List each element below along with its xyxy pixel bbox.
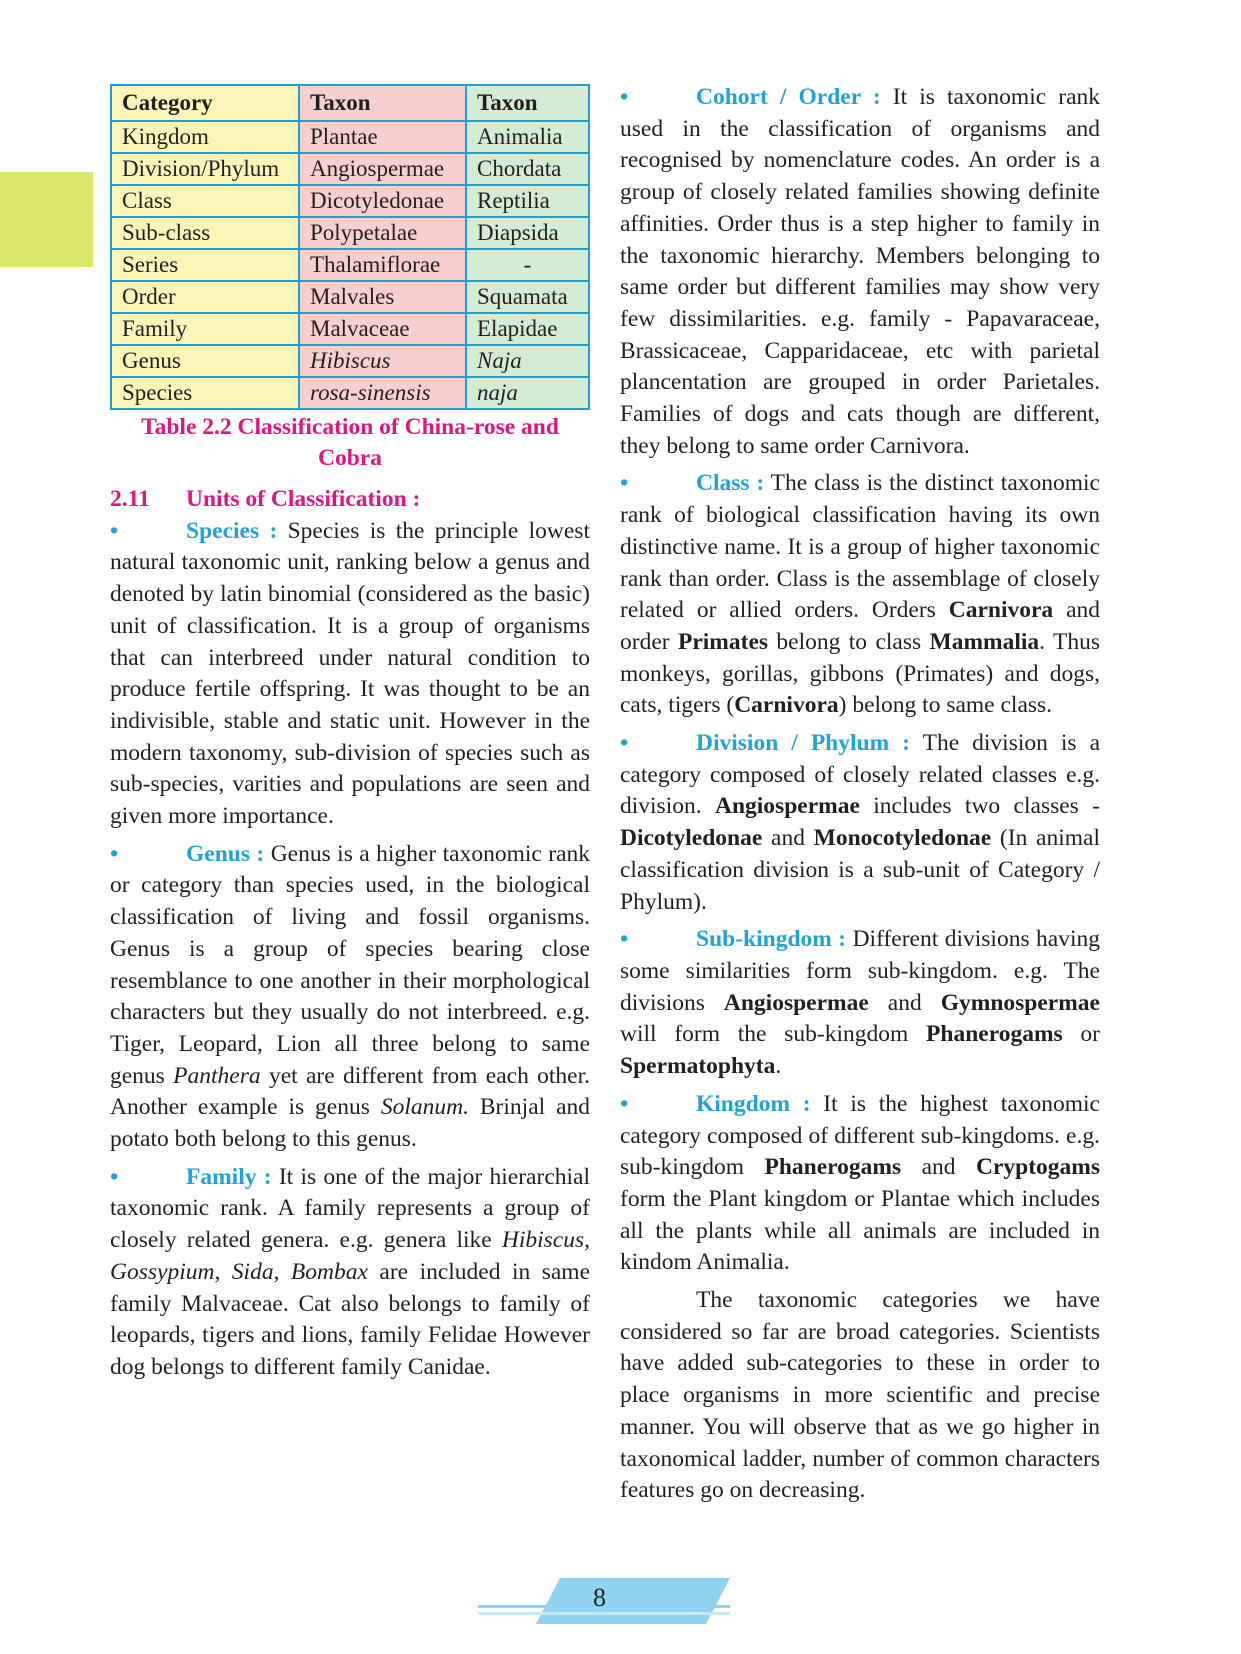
class-bold: Carnivora: [948, 597, 1054, 624]
section-number: 2.11: [110, 486, 150, 512]
table-header-cell: Category: [111, 85, 299, 121]
table-cell: [466, 345, 589, 377]
table-cell: Sub-class: [111, 217, 299, 249]
table-cell: Dicotyledonae: [299, 185, 466, 217]
table-cell: -: [466, 249, 589, 281]
right-column: [620, 82, 1100, 1507]
subkingdom-bold: Phanerogams: [926, 1021, 1063, 1048]
closing-text: The taxonomic categories we have considered so far are broad categories. Scientists have added sub-categories to these in order to place organisms in more scientific and precise manner. You will observe that as we go higher in taxonomical ladder, number of common characters features go on decreasing.: [620, 1287, 1100, 1504]
bullet-icon: •: [110, 517, 119, 544]
table-cell: Chordata: [466, 153, 589, 185]
section-title: Units of Classification :: [186, 486, 421, 512]
bullet-icon: •: [110, 1163, 119, 1190]
table-cell: Malvales: [299, 281, 466, 313]
kingdom-text: and: [901, 1154, 976, 1181]
class-text: and order: [620, 597, 1100, 655]
family-text: are included in same family Malvaceae. Cat also belongs to family of leopards, tigers and lions, family Felidae However dog belongs to different family Canidae.: [110, 1258, 591, 1380]
table-cell: Animalia: [466, 121, 589, 153]
term-species: Species :: [186, 517, 278, 544]
table-cell-italic: Naja: [477, 348, 522, 373]
division-text: includes two classes -: [859, 793, 1100, 820]
class-text: ) belong to same class.: [838, 692, 1053, 719]
table-cell: [299, 377, 466, 409]
species-text: Species is the principle lowest natural taxonomic unit, ranking below a genus and denoted by latin binomial (considered as the basic) unit of classification. It is a group of organisms that can interbreed under natural condition to produce fertile offspring. It was thought to be an indivisible, stable and static unit. However in the modern taxonomy, sub-division of species such as sub-species, varities and populations are seen and given more importance.: [110, 517, 590, 830]
table-cell: Genus: [111, 345, 299, 377]
term-division: Division / Phylum :: [696, 730, 911, 757]
division-bold: Angiospermae: [714, 793, 860, 820]
division-text: and: [762, 825, 814, 852]
bullet-icon: •: [620, 926, 629, 953]
table-caption-line2: Cobra: [318, 445, 382, 471]
kingdom-text: form the Plant kingdom or Plantae which includes all the plants while all animals are included in kindom Animalia.: [620, 1185, 1100, 1276]
paragraph-family: [110, 1162, 590, 1384]
table-cell-italic: rosa-sinensis: [310, 380, 431, 405]
bullet-icon: •: [620, 470, 629, 497]
genus-text: yet are different from each other. Another example is genus: [110, 1062, 591, 1121]
classification-table: [110, 84, 590, 410]
table-cell-italic: Hibiscus: [310, 348, 391, 373]
genus-text: Genus is a higher taxonomic rank or category than species used, in the biological classification of living and fossil organisms. Genus is a group of species bearing close resemblance to one another in their morphological characters but they usually do not interbreed. e.g. Tiger, Leopard, Lion all three belong to same genus: [110, 840, 591, 1089]
chapter-side-tab: [0, 172, 93, 267]
genus-italic-panthera: Panthera: [173, 1062, 261, 1089]
paragraph-division: [620, 728, 1100, 918]
table-cell: Thalamiflorae: [299, 249, 466, 281]
class-bold: Carnivora: [734, 692, 839, 719]
table-row: [111, 121, 589, 153]
bullet-icon: •: [620, 84, 629, 110]
table-cell: Squamata: [466, 281, 589, 313]
table-cell: Plantae: [299, 121, 466, 153]
table-row: [111, 249, 589, 281]
table-header-cell: Taxon: [466, 85, 589, 121]
class-bold: Mammalia: [929, 628, 1040, 655]
table-row: [111, 377, 589, 409]
division-text: (In animal classification division is a sub-unit of Category / Phylum).: [620, 825, 1100, 915]
table-cell: Elapidae: [466, 313, 589, 345]
family-text: It is one of the major hierarchial taxonomic rank. A family represents a group of closely related genera. e.g. genera like: [110, 1163, 590, 1254]
table-header-cell: Taxon: [299, 85, 466, 121]
term-order: Cohort / Order :: [696, 84, 881, 110]
table-cell: Angiospermae: [299, 153, 466, 185]
division-bold: Monocotyledonae: [813, 825, 992, 852]
table-cell: Diapsida: [466, 217, 589, 249]
table-row: [111, 217, 589, 249]
paragraph-genus: [110, 839, 590, 1156]
division-text: The division is a category composed of closely related classes e.g. division.: [620, 730, 1100, 820]
table-header-row: [111, 85, 589, 121]
class-text: belong to class: [768, 628, 930, 655]
term-family: Family :: [186, 1163, 272, 1190]
kingdom-bold: Cryptogams: [975, 1154, 1100, 1181]
subkingdom-bold: Angiospermae: [723, 989, 869, 1016]
term-subkingdom: Sub-kingdom :: [696, 926, 847, 953]
kingdom-bold: Phanerogams: [764, 1154, 902, 1181]
paragraph-class: [620, 468, 1100, 722]
table-cell: Division/Phylum: [111, 153, 299, 185]
subkingdom-text: or: [1062, 1021, 1101, 1048]
table-cell: Malvaceae: [299, 313, 466, 345]
paragraph-order: [620, 82, 1100, 462]
order-text: It is taxonomic rank used in the classification of organisms and recognised by nomenclature codes. An order is a group of closely related families showing definite affinities. Order thus is a step higher to family in the taxonomic hierarchy. Members belonging to same order but different families may show very few dissimilarities. e.g. family - Papavaraceae, Brassicaceae, Capparidaceae, etc with parietal plancentation are grouped in order Parietales. Families of dogs and cats though are different, they belong to same order Carnivora.: [620, 84, 1101, 459]
section-heading: [110, 484, 590, 516]
subkingdom-bold: Spermatophyta: [620, 1053, 776, 1080]
subkingdom-text: Different divisions having some similarities form sub-kingdom. e.g. The divisions: [620, 926, 1100, 1016]
kingdom-text: It is the highest taxonomic category composed of different sub-kingdoms. e.g. sub-kingdom: [620, 1090, 1100, 1181]
paragraph-kingdom: [620, 1089, 1100, 1279]
bullet-icon: •: [620, 1090, 629, 1117]
table-cell: Series: [111, 249, 299, 281]
family-italic-genera: Hibiscus, Gossypium, Sida, Bombax: [110, 1227, 590, 1285]
table-row: [111, 185, 589, 217]
left-column: [110, 84, 590, 1384]
table-cell: [466, 377, 589, 409]
table-row: [111, 313, 589, 345]
table-cell: Family: [111, 313, 299, 345]
class-bold: Primates: [677, 628, 769, 655]
genus-italic-solanum: Solanum.: [380, 1094, 469, 1121]
paragraph-subkingdom: [620, 924, 1100, 1083]
paragraph-closing: [620, 1285, 1100, 1507]
subkingdom-text: will form the sub-kingdom: [620, 1021, 927, 1048]
table-row: [111, 345, 589, 377]
bullet-icon: •: [110, 840, 119, 867]
table-cell: Order: [111, 281, 299, 313]
table-cell: Class: [111, 185, 299, 217]
genus-text: Brinjal and potato both belong to this genus.: [110, 1094, 591, 1153]
subkingdom-bold: Gymnospermae: [940, 989, 1100, 1016]
term-kingdom: Kingdom :: [696, 1090, 811, 1117]
table-caption: [110, 412, 590, 474]
bullet-icon: •: [620, 730, 629, 757]
table-cell: Kingdom: [111, 121, 299, 153]
table-cell: Reptilia: [466, 185, 589, 217]
table-row: [111, 153, 589, 185]
page-number: 8: [593, 1583, 606, 1612]
subkingdom-text: .: [775, 1053, 782, 1080]
table-cell: [299, 345, 466, 377]
table-cell: Species: [111, 377, 299, 409]
class-text: . Thus monkeys, gorillas, gibbons (Primates) and dogs, cats, tigers (: [620, 628, 1100, 719]
term-class: Class :: [696, 470, 765, 497]
table-cell-italic: naja: [477, 380, 518, 405]
class-text: The class is the distinct taxonomic rank of biological classification having its own distinctive name. It is a group of higher taxonomic rank than order. Class is the assemblage of closely related or allied orders. Orders: [620, 470, 1100, 624]
table-cell: Polypetalae: [299, 217, 466, 249]
table-caption-line1: Table 2.2 Classification of China-rose and: [141, 414, 559, 440]
division-bold: Dicotyledonae: [620, 825, 763, 852]
subkingdom-text: and: [868, 989, 941, 1016]
paragraph-species: [110, 516, 590, 833]
table-row: [111, 281, 589, 313]
term-genus: Genus :: [186, 840, 265, 867]
